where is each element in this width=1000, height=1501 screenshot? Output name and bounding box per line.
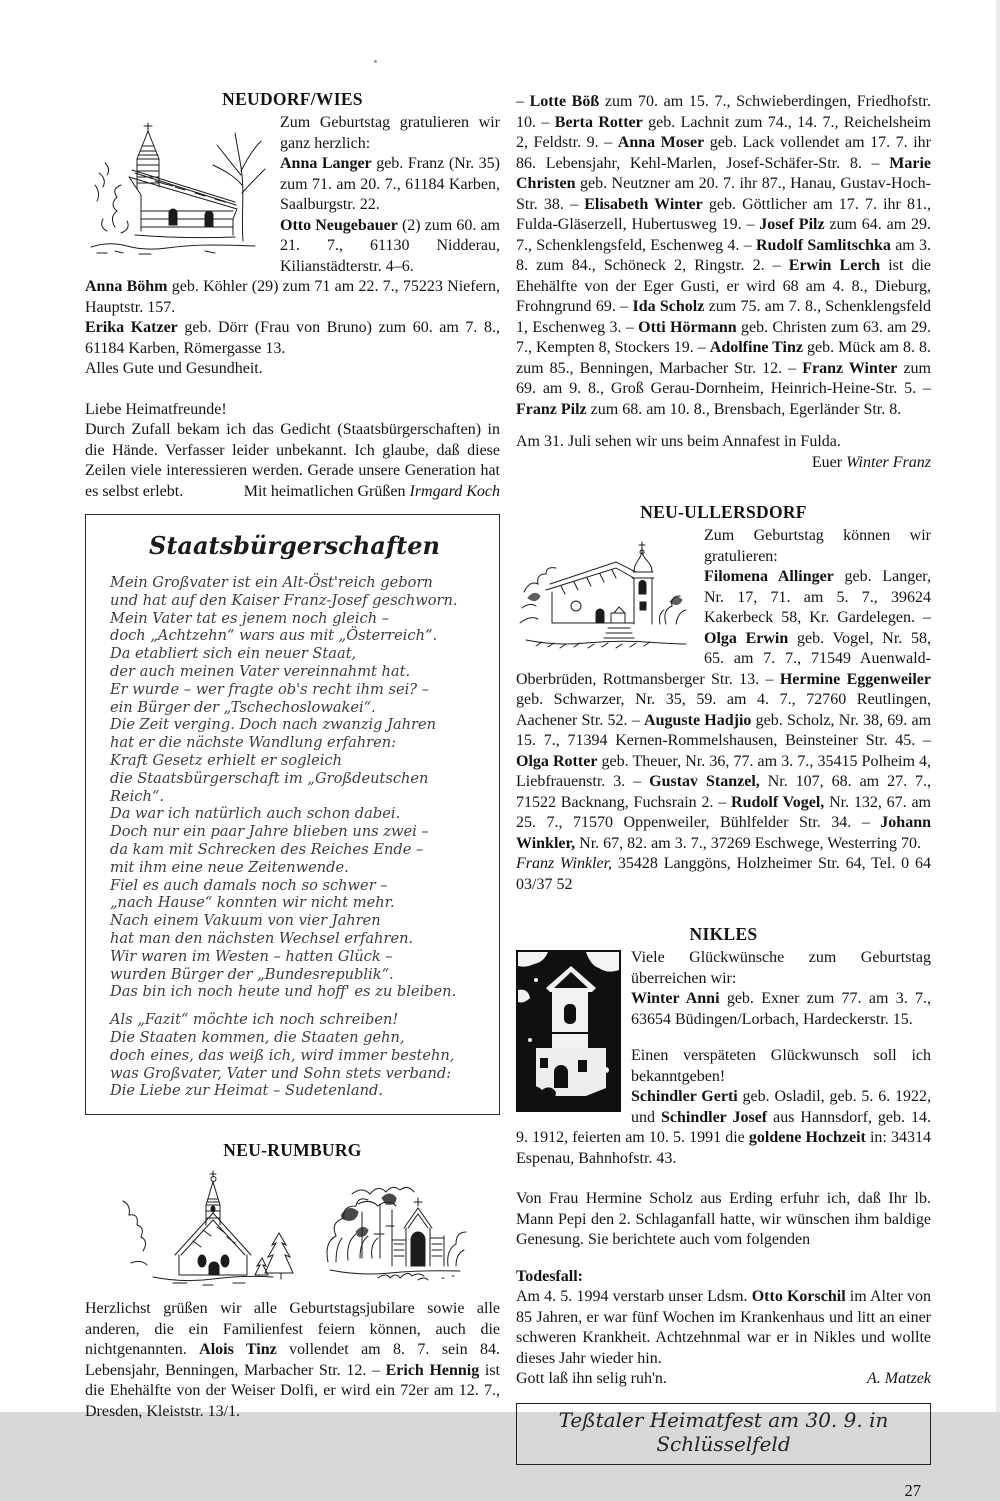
birthday-entry: Otto Neugebauer (2) zum 60. am 21. 7., 61130 Nidderau, Kilianstädterstr. 4–6. bbox=[280, 216, 500, 275]
poem-stanza-1: Mein Großvater ist ein Alt-Öst'reich geborn und hat auf den Kaiser Franz-Josef geschworn. Mein Vater tat es jenem noch gleich – doch „Achtzehn“ wars aus mit „Österreich“. Da etabliert sich ein neuer Staat, der auch meinen Vater vereinnahmt hat. Er wurde – wer fragte ob's recht ihm sei? – ein Bürger der „Tschechoslowakei“. Die Zeit verging. Doch nach zwanzig Jahren hat er die nächste Wandlung erfahren: Kraft Gesetz erhielt er sogleich die Staatsbürgerschaft im „Großdeutschen Reich“. Da war ich natürlich auch schon dabei. Doch nur ein paar Jahre blieben uns zwei – da kam mit Schrecken des Reiches Ende – mit ihm eine neue Zeitenwende. Fiel es auch damals noch so schwer – „nach Hause“ konnten wir nicht mehr. Nach einem Vakuum von vier Jahren hat man den nächsten Wechsel erfahren. Wir waren im Westen – hatten Glück – wurden Bürger der „Bundesrepublik“. Das bin ich noch heute und hoff' es zu bleiben. bbox=[110, 574, 458, 1001]
neudorf-intro: Zum Geburtstag gratulieren wir ganz herzlich: bbox=[280, 114, 500, 152]
section-neudorf-wies bbox=[85, 88, 500, 380]
letter-signature: Mit heimatlichen Grüßen Irmgard Koch bbox=[243, 482, 500, 500]
nikles-intro: Viele Glückwünsche zum Geburtstag überreichen wir: bbox=[631, 949, 931, 987]
poem-box bbox=[85, 514, 500, 1115]
birthday-entry: Anna Langer geb. Franz (Nr. 35) zum 71. am 20. 7., 61184 Karben, Saalburgstr. 22. bbox=[280, 155, 501, 213]
ink-speck bbox=[374, 60, 377, 63]
heimatfreunde-letter bbox=[85, 400, 500, 503]
letter-body-text: Durch Zufall bekam ich das Gedicht (Staatsbürgerschaften) in die Hände. Verfasser leider unbekannt. Ich glaube, daß diese Zeilen viele interessieren werden. Gerade unsere Generation hat es selbst erlebt. bbox=[85, 421, 500, 500]
ullersdorf-birthday-list: Filomena Allinger geb. Langer, Nr. 17, 71. am 5. 7., 39624 Kakerbeck 58, Kr. Gardelegen. – Olga Erwin geb. Vogel, Nr. 58, 65. am 7. 7., 71549 Auenwald-Oberbrüden, Rottmansberger Str. 13. – Hermine Eggenweiler geb. Schwarzer, Nr. 35, 59. am 4. 7., 72760 Reutlingen, Aachener Str. 52. – Auguste Hadjio geb. Scholz, Nr. 38, 69. am 15. 7., 71394 Kernen-Rommelshausen, Beinsteiner Str. 45. – Olga Rotter geb. Theuer, Nr. 36, 77. am 3. 7., 35415 Polheim 4, Liebfrauenstr. 3. – Gustav Stanzel, Nr. 107, 68. am 27. 7., 71522 Backnang, Fuchsrain 2. – Rudolf Vogel, Nr. 132, 67. am 25. 7., 71570 Oppenweiler, Bühlfelder Str. 34. – Johann Winkler, Nr. 67, 82. am 3. 7., 37269 Eschwege, Westerring 70. bbox=[516, 568, 932, 852]
section-heading-neu-rumburg: NEU-RUMBURG bbox=[223, 1140, 362, 1161]
column-right bbox=[516, 88, 931, 1501]
church-illustration-neu-rumburg bbox=[113, 1165, 308, 1289]
golden-wedding-entry: Schindler Gerti geb. Osladil, geb. 5. 6. 1922, und Schindler Josef aus Hannsdorf, geb. 14. 9. 1912, feierten am 10. 5. 1991 die goldene Hochzeit in: 34314 Espenau, Bahnhofstr. 43. bbox=[516, 1088, 932, 1167]
letter-body bbox=[85, 420, 500, 502]
todesfall-signature: A. Matzek bbox=[867, 1370, 931, 1387]
todesfall-closing-line bbox=[516, 1369, 931, 1390]
letter-salute: Liebe Heimatfreunde! bbox=[85, 400, 227, 418]
nikles-belated-note: Einen verspäteten Glückwunsch soll ich bekanntgeben! bbox=[631, 1047, 931, 1085]
todesfall-closing: Gott laß ihn selig ruh'n. bbox=[516, 1370, 667, 1387]
ullersdorf-intro: Zum Geburtstag können wir gratulieren: bbox=[704, 527, 931, 565]
section-neu-rumburg bbox=[85, 1139, 500, 1422]
jubilare-paragraph: – Lotte Böß zum 70. am 15. 7., Schwieberdingen, Friedhofstr. 10. – Berta Rotter geb. Lachnit zum 74., 14. 7., Reichelsheim 2, Feldstr. 9. – Anna Moser geb. Lack vollendet am 17. 7. ihr 86. Lebensjahr, Kehl-Marlen, Josef-Schäfer-Str. 8. – Marie Christen geb. Neutzner am 20. 7. ihr 87., Hanau, Gustav-Hoch-Str. 38. – Elisabeth Winter geb. Göttlicher am 17. 7. ihr 81., Fulda-Gläserzell, Hubertusweg 19. – Josef Pilz zum 64. am 29. 7., Schenklengsfeld, Eschenweg 4. – Rudolf Samlitschka am 3. 8. zum 84., Schöneck 2, Ringstr. 2. – Erwin Lerch ist die Ehehälfte von der Eger Gusti, er wird 68 am 4. 8., Dieburg, Frohngrund 69. – Ida Scholz zum 75. am 7. 8., Schenklengsfeld 1, Eschenweg 3. – Otti Hörmann geb. Christen zum 63. am 29. 7., Kempten 8, Stockers 19. – Adolfine Tinz geb. Mück am 8. 8. zum 85., Benningen, Marbacher Str. 12. – Franz Winter zum 69. am 9. 8., Groß Gerau-Dornheim, Heinrich-Heine-Str. 5. – Franz Pilz zum 68. am 10. 8., Brensbach, Egerländer Str. 8. bbox=[516, 93, 932, 418]
church-illustration-neudorf-wies bbox=[85, 115, 270, 262]
birthday-entry: Anna Böhm geb. Köhler (29) zum 71 am 22. 7., 75223 Niefern, Hauptstr. 157. bbox=[85, 278, 501, 316]
neu-rumburg-illustrations bbox=[85, 1165, 500, 1289]
section-neu-ullersdorf bbox=[516, 501, 931, 895]
annafest-signature: Euer Winter Franz bbox=[811, 453, 931, 471]
neu-rumburg-paragraph: Herzlichst grüßen wir alle Geburtstagsjubilare sowie alle anderen, die ein Familienfest feiern können, auch die nichtgenannten. Alois Tinz vollendet am 8. 7. sein 84. Lebensjahr, Benningen, Marbacher Str. 12. – Erich Hennig ist die Ehehälfte von der Weiser Dolfi, er wird ein 72er am 12. 7., Dresden, Kleiststr. 13/1. bbox=[85, 1300, 500, 1420]
section-nikles bbox=[516, 923, 931, 1169]
heimatfest-banner: Teßtaler Heimatfest am 30. 9. in Schlüsselfeld bbox=[516, 1403, 931, 1465]
column-left bbox=[85, 88, 500, 1422]
chapel-gate-illustration-neu-rumburg bbox=[322, 1174, 472, 1289]
poem-title: Staatsbürgerschaften bbox=[149, 531, 440, 560]
section-heading-neu-ullersdorf: NEU-ULLERSDORF bbox=[640, 502, 807, 522]
scholz-paragraph: Von Frau Hermine Scholz aus Erding erfuhr ich, daß Ihr lb. Mann Pepi den 2. Schlaganfall hatte, wir wünschen ihm baldige Genesung. Sie berichtete auch vom folgenden bbox=[516, 1190, 931, 1248]
todesfall-label: Todesfall: bbox=[516, 1267, 583, 1285]
birthday-entry: Winter Anni geb. Exner zum 77. am 3. 7., 63654 Büdingen/Lorbach, Hardeckerstr. 15. bbox=[631, 990, 931, 1028]
page-number: 27 bbox=[904, 1480, 921, 1500]
annafest-note: Am 31. Juli sehen wir uns beim Annafest in Fulda. bbox=[516, 433, 841, 450]
poem-stanza-2: Als „Fazit“ möchte ich noch schreiben! Die Staaten kommen, die Staaten gehn, doch eines, das weiß ich, wird immer bestehn, was Großvater, Vater und Sohn stets verband: Die Liebe zur Heimat – Sudetenland. bbox=[110, 1011, 455, 1100]
todesfall-paragraph: Am 4. 5. 1994 verstarb unser Ldsm. Otto Korschil im Alter von 85 Jahren, er war fünf Wochen im Krankenhaus und litt an einer schweren Krankheit. Achtzehnmal war er in Nikles und wollte dieses Jahr wieder hin. bbox=[516, 1288, 931, 1367]
church-illustration-neu-ullersdorf bbox=[516, 528, 694, 653]
neudorf-closing: Alles Gute und Gesundheit. bbox=[85, 360, 263, 377]
todesfall-section bbox=[516, 1267, 931, 1390]
section-heading-neudorf-wies: NEUDORF/WIES bbox=[222, 89, 363, 109]
section-heading-nikles: NIKLES bbox=[689, 924, 758, 944]
ullersdorf-contact: Franz Winkler, 35428 Langgöns, Holzheimer Str. 64, Tel. 0 64 03/37 52 bbox=[516, 855, 931, 893]
church-photo-nikles bbox=[516, 950, 621, 1112]
scan-edge-shadow bbox=[996, 0, 1000, 1412]
birthday-entry: Erika Katzer geb. Dörr (Frau von Bruno) zum 60. am 7. 8., 61184 Karben, Römergasse 13. bbox=[85, 319, 500, 357]
